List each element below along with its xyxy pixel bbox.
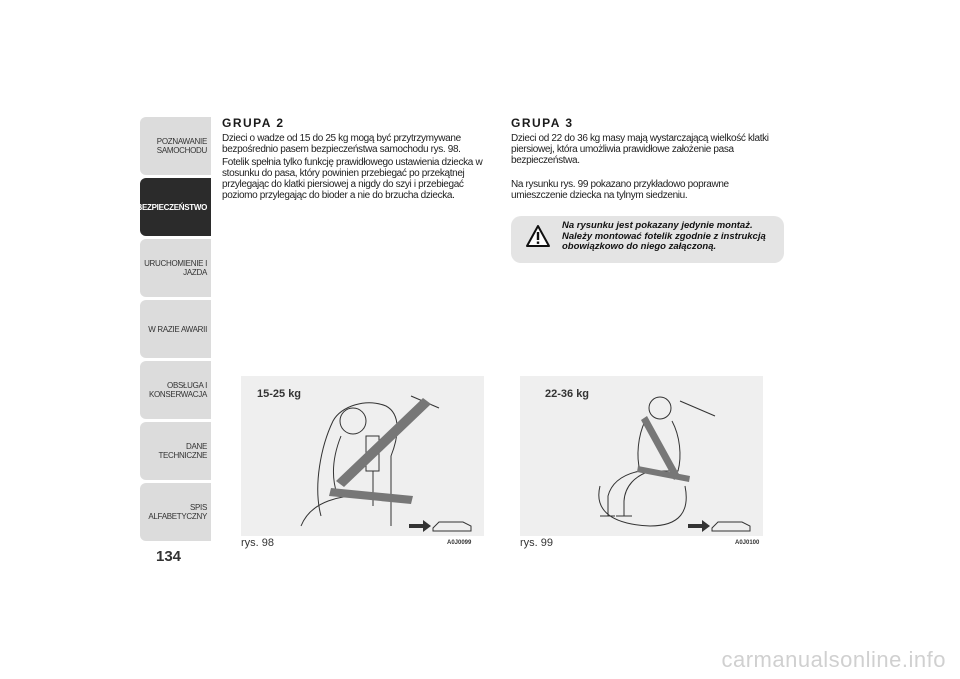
tab-obsluga-i-konserwacja[interactable]: OBSŁUGA I KONSERWACJA <box>140 361 211 419</box>
figure-98-code: A0J0099 <box>447 540 472 546</box>
group-3-heading: GRUPA 3 <box>511 116 574 130</box>
figure-98-weight-label: 15-25 kg <box>257 388 302 400</box>
page-number: 134 <box>156 548 182 565</box>
warning-text: Na rysunku jest pokazany jedynie montaż. Należy montować fotelik zgodnie z instrukcją obowiązkowo do niego załączoną. <box>562 220 766 252</box>
tab-spis-alfabetyczny[interactable]: SPIS ALFABETYCZNY <box>140 483 211 541</box>
warning-note <box>511 216 784 263</box>
booster-seat-illustration <box>520 376 763 536</box>
watermark: carmanualsonline.info <box>721 647 946 672</box>
figure-99 <box>520 376 763 536</box>
group-2-paragraph-2: Fotelik spełnia tylko funkcję prawidłowego ustawienia dziecka w stosunku do pasa, który powinien przebiegać po przekątnej przylegając do klatki piersiowej a nigdy do szyi i przebiegać poziomo przylegając do bioder a nie do brzucha dziecka. <box>222 157 483 201</box>
figure-98 <box>241 376 484 536</box>
child-seat-illustration <box>241 376 484 536</box>
warning-triangle-icon <box>525 224 551 248</box>
figure-99-code: A0J0100 <box>735 540 760 546</box>
tab-w-razie-awarii[interactable]: W RAZIE AWARII <box>140 300 211 358</box>
group-2-paragraph-1: Dzieci o wadze od 15 do 25 kg mogą być przytrzymywane bezpośrednio pasem bezpieczeństwa samochodu rys. 98. <box>222 133 461 155</box>
tab-bezpieczenstwo[interactable]: BEZPIECZEŃSTWO <box>140 178 211 236</box>
group-3-paragraph-1: Dzieci od 22 do 36 kg masy mają wystarczającą wielkość klatki piersiowej, która umożliwia prawidłowe założenie pasa bezpieczeństwa. <box>511 133 769 166</box>
chapter-sidebar <box>136 117 211 544</box>
figure-99-weight-label: 22-36 kg <box>545 388 590 400</box>
tab-poznawanie-samochodu[interactable]: POZNAWANIE SAMOCHODU <box>140 117 211 175</box>
tab-dane-techniczne[interactable]: DANE TECHNICZNE <box>140 422 211 480</box>
group-3-paragraph-2: Na rysunku rys. 99 pokazano przykładowo poprawne umieszczenie dziecka na tylnym siedzeniu. <box>511 179 729 201</box>
tab-uruchomienie-i-jazda[interactable]: URUCHOMIENIE I JAZDA <box>140 239 211 297</box>
figure-98-caption: rys. 98 <box>241 537 275 549</box>
group-2-heading: GRUPA 2 <box>222 116 285 130</box>
figure-99-caption: rys. 99 <box>520 537 554 549</box>
